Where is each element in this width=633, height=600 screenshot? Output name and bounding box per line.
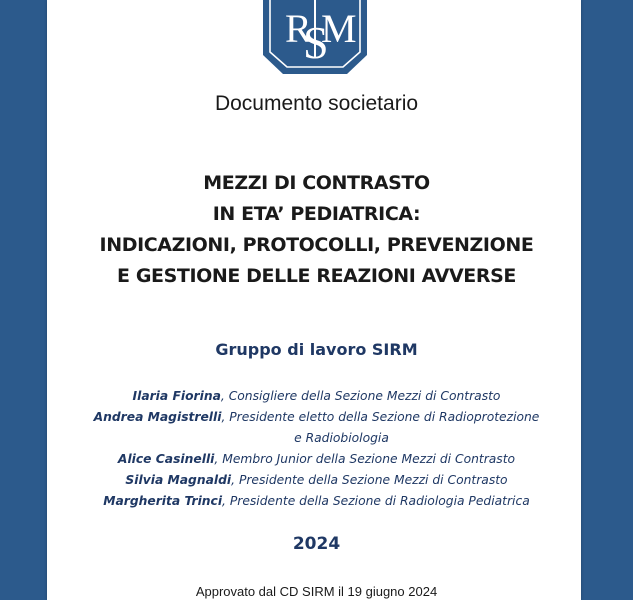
member-entry [0,470,633,491]
member-entry [0,449,633,470]
member-entry [0,491,633,512]
member-name: Andrea Magistrelli [93,410,222,424]
member-entry [0,386,633,407]
approval-note: Approvato dal CD SIRM il 19 giugno 2024 [195,584,438,599]
document-year: 2024 [292,534,341,554]
title-line: IN ETA’ PEDIATRICA: [212,203,421,225]
title-line: E GESTIONE DELLE REAZIONI AVVERSE [117,265,516,287]
member-name: Ilaria Fiorina [132,389,221,403]
member-name: Alice Casinelli [117,452,215,466]
svg-text:R: R [285,6,312,51]
member-entry [0,407,633,428]
working-group-heading: Gruppo di lavoro SIRM [215,340,418,359]
member-name: Silvia Magnaldi [125,473,232,487]
title-line: INDICAZIONI, PROTOCOLLI, PREVENZIONE [99,234,534,256]
member-name: Margherita Trinci [103,494,223,508]
member-role: , Presidente della Sezione Mezzi di Contrasto [231,473,508,487]
member-role-continuation: e Radiobiologia [294,431,389,445]
sirm-logo [263,0,367,74]
document-type-label: Documento societario [214,92,419,115]
member-role: , Membro Junior della Sezione Mezzi di Contrasto [214,452,516,466]
svg-text:M: M [321,6,357,51]
member-list [0,386,633,512]
document-title [0,168,633,292]
member-role: , Presidente eletto della Sezione di Radioprotezione [221,410,540,424]
svg-text:S: S [303,17,329,68]
title-line: MEZZI DI CONTRASTO [203,172,430,194]
member-role: , Presidente della Sezione di Radiologia Pediatrica [222,494,530,508]
member-role: , Consigliere della Sezione Mezzi di Contrasto [220,389,501,403]
